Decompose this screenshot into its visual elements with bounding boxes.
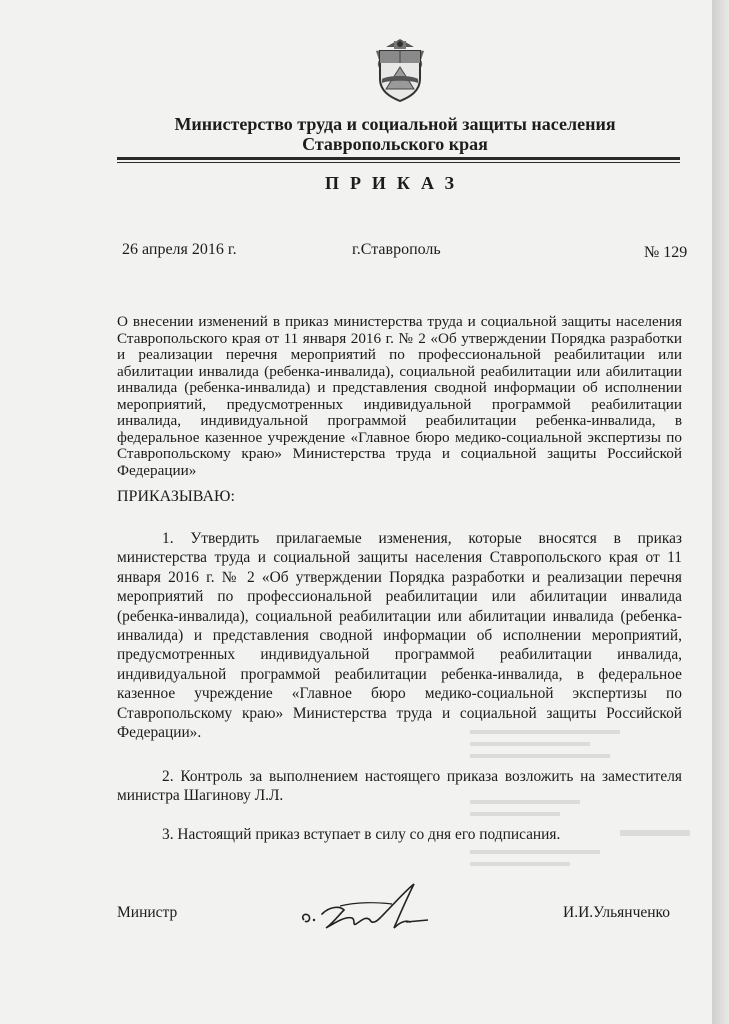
order-date: 26 апреля 2016 г. — [122, 241, 237, 258]
header-rule-thin — [117, 162, 680, 163]
header-rule-thick — [117, 157, 680, 160]
order-subject: О внесении изменений в приказ министерства труда и социальной защиты населения Ставропольского края от 11 января 2016 г. № 2 «Об утверждении Порядка разработки и реализации перечня мероприятий по профессиональной реабилитации или абилитации инвалида (ребенка-инвалида), социальной реабилитации или абилитации инвалида (ребенка-инвалида) и представления сводной информации об исполнении мероприятий, предусмотренных индивидуальной программой реабилитации инвалида, индивидуальной программой реабилитации ребенка-инвалида, в федеральное казенное учреждение «Главное бюро медико-социальной экспертизы по Ставропольскому краю» Министерства труда и социальной защиты Российской Федерации» — [117, 313, 682, 479]
order-paragraph-1: 1. Утвердить прилагаемые изменения, которые вносятся в приказ министерства труда и социальной защиты населения Ставропольского края от 11 января 2016 г. № 2 «Об утверждении Порядка разработки и реализации перечня мероприятий по профессиональной реабилитации или абилитации инвалида (ребенка-инвалида), социальной реабилитации или абилитации инвалида (ребенка-инвалида) и представления сводной информации об исполнении мероприятий, предусмотренных индивидуальной программой реабилитации инвалида, индивидуальной программой реабилитации ребенка-инвалида, в федеральное казенное учреждение «Главное бюро медико-социальной экспертизы по Ставропольскому краю» Министерства труда и социальной защиты Российской Федерации». — [117, 530, 682, 742]
ministry-name — [110, 114, 680, 154]
ministry-line-1: Министерство труда и социальной защиты населения — [174, 114, 616, 134]
page-edge-shadow — [712, 0, 729, 1024]
order-paragraph-3: 3. Настоящий приказ вступает в силу со дня его подписания. — [162, 826, 561, 843]
signatory-title: Министр — [117, 904, 178, 921]
order-number: № 129 — [644, 244, 688, 261]
ministry-line-2: Ставропольского края — [302, 134, 488, 154]
coat-of-arms-icon — [372, 35, 428, 103]
document-type: ПРИКАЗ — [324, 173, 466, 193]
order-keyword: ПРИКАЗЫВАЮ: — [117, 488, 235, 505]
show-through-background — [470, 720, 700, 980]
signatory-name: И.И.Ульянченко — [563, 904, 671, 921]
order-paragraph-2: 2. Контроль за выполнением настоящего приказа возложить на заместителя министра Шагинову Л.Л. — [117, 768, 682, 805]
handwritten-signature — [296, 876, 431, 936]
order-city: г.Ставрополь — [352, 241, 441, 258]
